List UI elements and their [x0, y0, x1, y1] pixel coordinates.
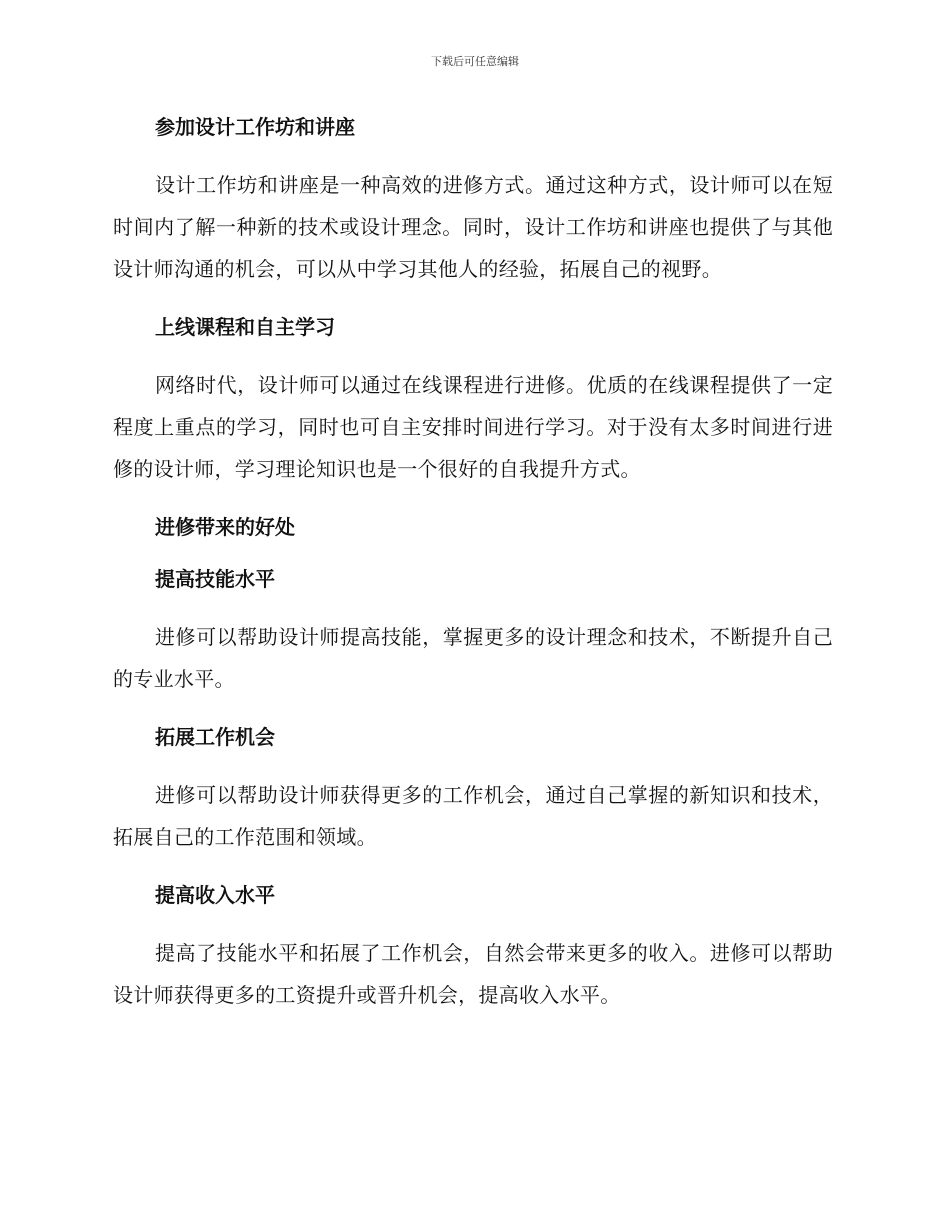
section-benefits [113, 512, 833, 542]
section-heading: 拓展工作机会 [155, 725, 275, 749]
section-job-opportunities [113, 722, 833, 858]
section-paragraph: 进修可以帮助设计师提高技能，掌握更多的设计理念和技术，不断提升自己的专业水平。 [113, 625, 833, 691]
section-heading: 上线课程和自主学习 [155, 315, 335, 339]
section-paragraph: 网络时代，设计师可以通过在线课程进行进修。优质的在线课程提供了一定程度上重点的学习，同时也可自主安排时间进行学习。对于没有太多时间进行进修的设计师，学习理论知识也是一个很好的自我提升方式。 [113, 373, 833, 481]
section-heading: 进修带来的好处 [155, 515, 295, 539]
document-body [113, 112, 833, 1038]
page-header-note: 下载后可任意编辑 [431, 55, 519, 68]
section-workshops [113, 112, 833, 290]
section-online-courses [113, 312, 833, 490]
section-heading: 参加设计工作坊和讲座 [155, 115, 355, 139]
section-paragraph: 提高了技能水平和拓展了工作机会，自然会带来更多的收入。进修可以帮助设计师获得更多的工资提升或晋升机会，提高收入水平。 [113, 941, 833, 1007]
section-paragraph: 进修可以帮助设计师获得更多的工作机会，通过自己掌握的新知识和技术，拓展自己的工作范围和领域。 [113, 783, 833, 849]
section-paragraph: 设计工作坊和讲座是一种高效的进修方式。通过这种方式，设计师可以在短时间内了解一种新的技术或设计理念。同时，设计工作坊和讲座也提供了与其他设计师沟通的机会，可以从中学习其他人的经验，拓展自己的视野。 [113, 173, 833, 281]
section-skill-level [113, 564, 833, 700]
section-income [113, 880, 833, 1016]
section-heading: 提高技能水平 [155, 567, 275, 591]
section-heading: 提高收入水平 [155, 883, 275, 907]
